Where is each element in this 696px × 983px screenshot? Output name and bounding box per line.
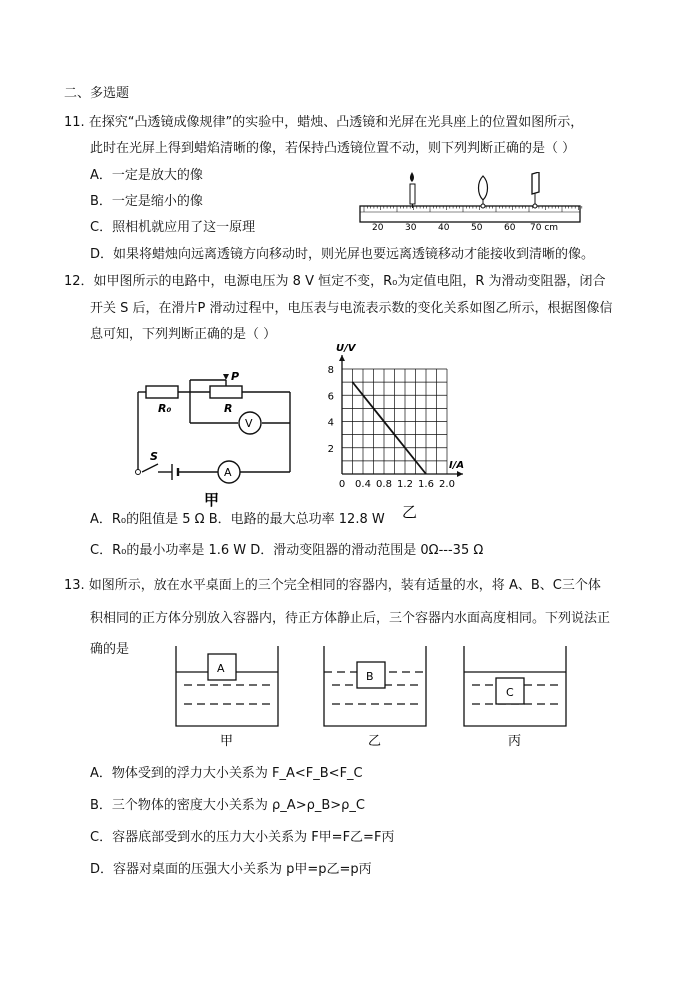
q11-option-a: A．一定是放大的像: [90, 168, 203, 183]
y-tick-label: 6: [327, 391, 334, 403]
ruler-label-60: 60: [504, 223, 516, 233]
ruler-label-70: 70 cm: [530, 223, 559, 233]
x-tick-label: 0.4: [355, 479, 371, 490]
x-tick-label: 0: [338, 479, 346, 490]
q11-stem-line1: 11. 在探究“凸透镜成像规律”的实验中，蜡烛、凸透镜和光屏在光具座上的位置如图所示，: [64, 115, 584, 130]
container-bing: [464, 646, 566, 726]
block-a-label: A: [217, 662, 225, 675]
q13-option-a: A．物体受到的浮力大小关系为 F_A<F_B<F_C: [90, 766, 363, 781]
y-tick-label: 8: [327, 365, 334, 376]
graph-caption: 乙: [402, 503, 418, 520]
section-title: 二、多选题: [64, 86, 130, 101]
ruler-label-50: 50: [471, 223, 483, 233]
q13-stem-line2: 积相同的正方体分别放入容器内，待正方体静止后，三个容器内水面高度相同。下列说法正: [90, 611, 611, 626]
ruler-bar: [360, 206, 580, 222]
x-tick-label: 1.6: [418, 479, 434, 490]
ruler-label-20: 20: [372, 223, 384, 233]
label-s: S: [150, 450, 158, 463]
q12-stem-line1: 12．如甲图所示的电路中，电源电压为 8 V 恒定不变，R₀为定值电阻，R 为滑动变阻器，闭合: [64, 274, 606, 289]
x-tick-label: 2.0: [439, 479, 455, 490]
switch-s: [142, 464, 158, 472]
y-tick-label: 2: [327, 443, 334, 455]
q13-option-b: B．三个物体的密度大小关系为 ρ_A>ρ_B>ρ_C: [90, 798, 365, 813]
block-b-label: B: [366, 670, 374, 683]
q12-stem-line3: 息可知，下列判断正确的是（ ）: [90, 327, 277, 342]
q13-stem-line3: 确的是: [90, 642, 130, 657]
x-tick-label: 0.8: [376, 479, 392, 490]
caption-yi: 乙: [368, 734, 382, 749]
q13-option-d: D．容器对桌面的压强大小关系为 p甲=p乙=p丙: [90, 862, 372, 877]
q11-stem-line2: 此时在光屏上得到蜡焰清晰的像，若保持凸透镜位置不动，则下列判断正确的是（ ）: [90, 141, 576, 156]
containers-figure: [170, 642, 570, 750]
optical-bench-figure: [358, 172, 584, 234]
q12-options-line2: C．R₀的最小功率是 1.6 W D．滑动变阻器的滑动范围是 0Ω---35 Ω: [90, 543, 484, 558]
x-tick-label: 1.2: [397, 479, 413, 490]
container-yi: [324, 646, 426, 726]
label-v: V: [245, 417, 253, 430]
graph-series: [353, 382, 427, 474]
y-axis-label: U/V: [336, 344, 356, 354]
ruler-label-40: 40: [438, 223, 450, 233]
caption-jia: 甲: [220, 734, 234, 749]
q11-option-c: C．照相机就应用了这一原理: [90, 220, 256, 235]
candle-icon: [410, 172, 415, 208]
q11-option-b: B．一定是缩小的像: [90, 194, 203, 209]
x-axis-label: I/A: [449, 460, 465, 471]
y-tick-label: 4: [327, 417, 334, 429]
ruler-ticks: [364, 206, 582, 212]
label-p: P: [231, 370, 240, 383]
label-r: R: [224, 402, 233, 415]
light-screen-icon: [532, 172, 539, 208]
lens-icon: [479, 176, 488, 208]
rheostat-r: [210, 386, 242, 398]
u-i-graph: [312, 344, 488, 520]
block-c-label: C: [506, 686, 514, 699]
graph-axes: [336, 344, 464, 477]
q12-options-line1: A．R₀的阻值是 5 Ω B．电路的最大总功率 12.8 W: [90, 512, 385, 527]
y-axis-arrow: [339, 355, 345, 361]
q13-option-c: C．容器底部受到水的压力大小关系为 F甲=F乙=F丙: [90, 830, 395, 845]
graph-tick-labels: [328, 365, 455, 490]
q11-option-d: D．如果将蜡烛向远离透镜方向移动时，则光屏也要远离透镜移动才能接收到清晰的像。: [90, 247, 595, 262]
label-r0: R₀: [158, 402, 172, 415]
x-axis-arrow: [457, 471, 463, 477]
q12-stem-line2: 开关 S 后，在滑片P 滑动过程中，电压表与电流表示数的变化关系如图乙所示，根据图像信: [90, 301, 613, 316]
label-a: A: [224, 466, 232, 479]
resistor-r0: [146, 386, 178, 398]
series-line: [353, 382, 427, 474]
container-jia: [176, 646, 278, 726]
q13-stem-line1: 13. 如图所示，放在水平桌面上的三个完全相同的容器内，装有适量的水，将 A、B、C三个体: [64, 578, 601, 593]
ruler-label-30: 30: [405, 223, 417, 233]
caption-bing: 丙: [508, 734, 522, 749]
circuit-diagram: [130, 368, 300, 510]
graph-grid: [342, 369, 447, 474]
circuit-caption: 甲: [204, 491, 220, 509]
